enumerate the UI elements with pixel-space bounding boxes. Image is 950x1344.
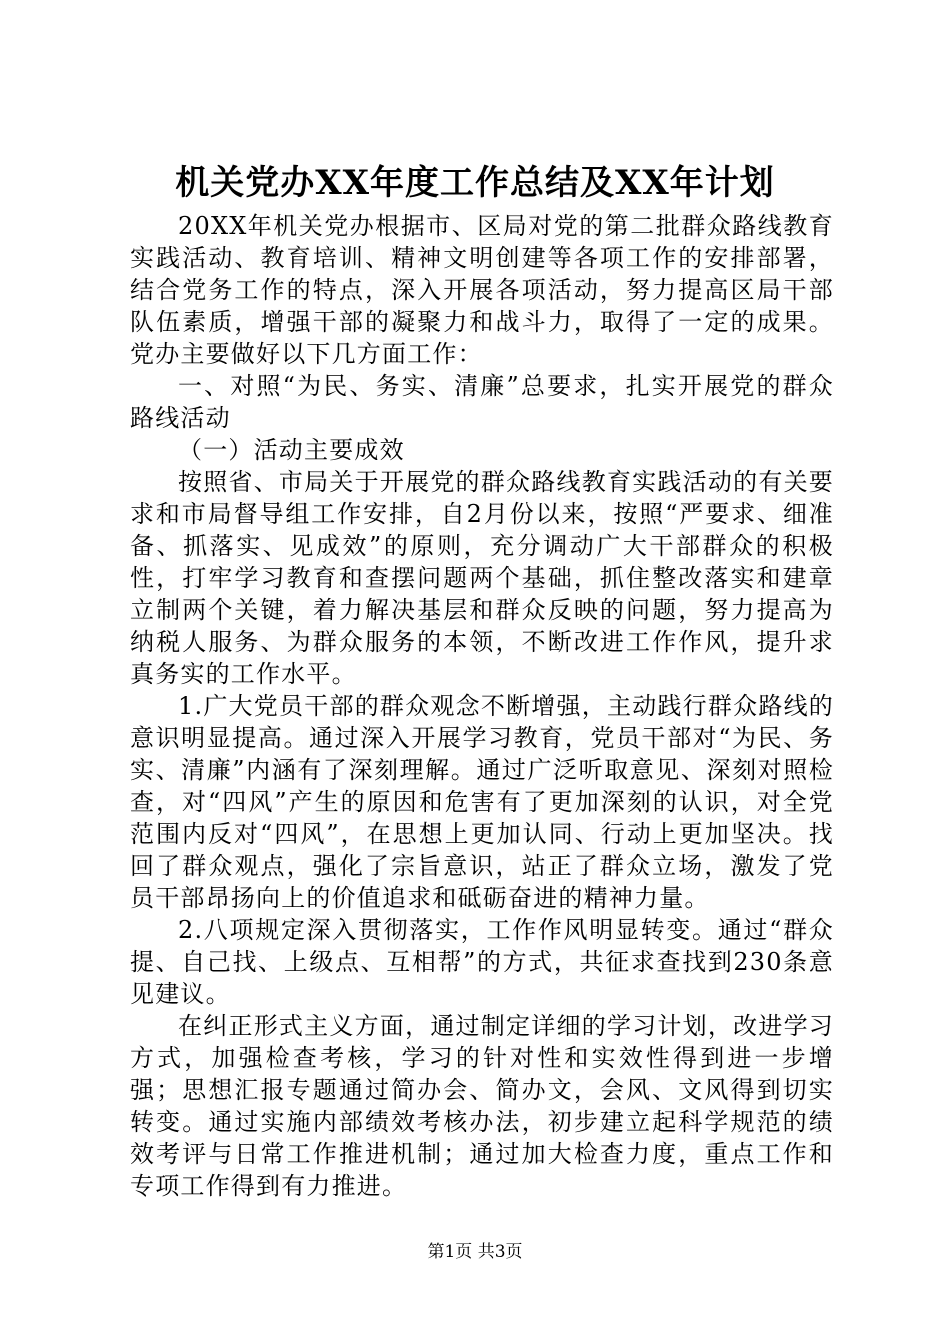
body-paragraph: 按照省、市局关于开展党的群众路线教育实践活动的有关要求和市局督导组工作安排，自2月份以来，按照“严要求、细准备、抓落实、见成效”的原则，充分调动广大干部群众的积极性，打牢学习教育和查摆问题两个基础，抓住整改落实和建章立制两个关键，着力解决基层和群众反映的问题，努力提高为纳税人服务、为群众服务的本领，不断改进工作作风，提升求真务实的工作水平。 <box>130 468 834 688</box>
document-body <box>130 210 834 1202</box>
section-heading-1: 一、对照“为民、务实、清廉”总要求，扎实开展党的群众路线活动 <box>130 372 834 432</box>
page-number-footer: 第1页 共3页 <box>427 1242 523 1262</box>
document-title: 机关党办XX年度工作总结及XX年计划 <box>175 163 775 203</box>
body-paragraph: 1.广大党员干部的群众观念不断增强，主动践行群众路线的意识明显提高。通过深入开展学习教育，党员干部对“为民、务实、清廉”内涵有了深刻理解。通过广泛听取意见、深刻对照检查，对“四风”产生的原因和危害有了更加深刻的认识，对全党范围内反对“四风”，在思想上更加认同、行动上更加坚决。找回了群众观点，强化了宗旨意识，站正了群众立场，激发了党员干部昂扬向上的价值追求和砥砺奋进的精神力量。 <box>130 692 834 912</box>
body-paragraph: 在纠正形式主义方面，通过制定详细的学习计划，改进学习方式，加强检查考核，学习的针对性和实效性得到进一步增强；思想汇报专题通过简办会、简办文，会风、文风得到切实转变。通过实施内部绩效考核办法，初步建立起科学规范的绩效考评与日常工作推进机制；通过加大检查力度，重点工作和专项工作得到有力推进。 <box>130 1012 834 1200</box>
body-paragraph: 2.八项规定深入贯彻落实，工作作风明显转变。通过“群众提、自己找、上级点、互相帮”的方式，共征求查找到230条意见建议。 <box>130 916 834 1008</box>
subsection-heading-1: （一）活动主要成效 <box>178 436 405 464</box>
intro-paragraph: 20XX年机关党办根据市、区局对党的第二批群众路线教育实践活动、教育培训、精神文明创建等各项工作的安排部署，结合党务工作的特点，深入开展各项活动，努力提高区局干部队伍素质，增强干部的凝聚力和战斗力，取得了一定的成果。党办主要做好以下几方面工作： <box>130 212 834 368</box>
